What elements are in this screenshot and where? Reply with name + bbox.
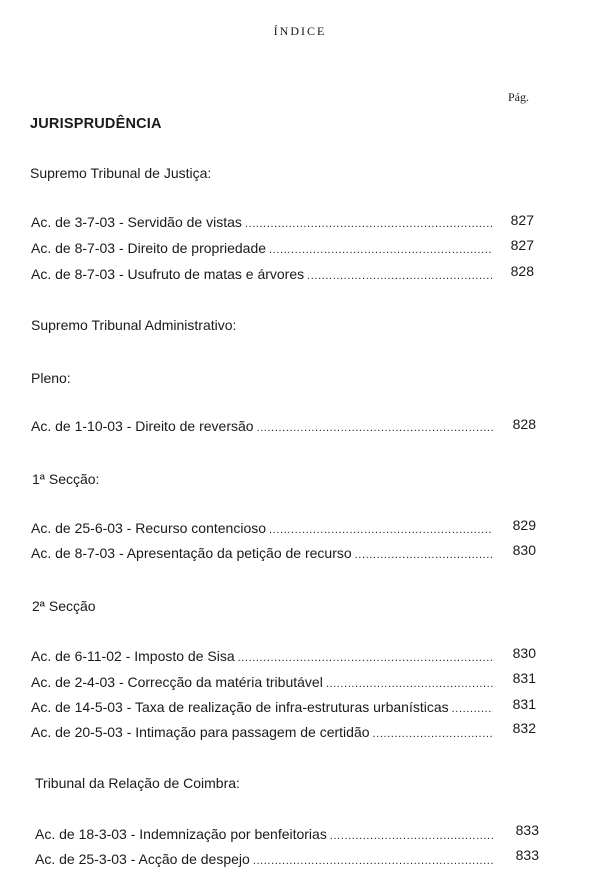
index-entry — [35, 851, 495, 867]
index-entry — [31, 648, 495, 664]
leader-dots — [330, 826, 493, 842]
entry-text: Ac. de 18-3-03 - Indemnização por benfeitorias — [35, 826, 327, 842]
entry-text: Ac. de 1-10-03 - Direito de reversão — [31, 418, 254, 434]
court-heading-sta: Supremo Tribunal Administrativo: — [31, 317, 237, 333]
leader-dots — [269, 240, 493, 256]
leader-dots — [307, 266, 493, 282]
entry-page-number: 828 — [512, 416, 536, 432]
leader-dots — [269, 520, 493, 536]
index-entry — [31, 240, 495, 256]
entry-page-number: 827 — [510, 237, 534, 253]
index-entry — [31, 266, 495, 282]
entry-text: Ac. de 6-11-02 - Imposto de Sisa — [31, 648, 235, 664]
leader-dots — [355, 545, 493, 561]
leader-dots — [245, 214, 493, 230]
entry-text: Ac. de 25-3-03 - Acção de despejo — [35, 851, 250, 867]
index-entry — [31, 214, 495, 230]
subsection-heading-seccao-1: 1ª Secção: — [32, 471, 100, 487]
entry-text: Ac. de 14-5-03 - Taxa de realização de infra-estruturas urbanísticas — [31, 699, 449, 715]
page-title: ÍNDICE — [273, 24, 327, 38]
entry-page-number: 829 — [512, 517, 536, 533]
entry-text: Ac. de 20-5-03 - Intimação para passagem de certidão — [31, 724, 370, 740]
leader-dots — [257, 418, 493, 434]
page-column-label: Pág. — [508, 90, 529, 104]
leader-dots — [253, 851, 493, 867]
entry-page-number: 831 — [512, 696, 536, 712]
leader-dots — [238, 648, 493, 664]
court-heading-stj: Supremo Tribunal de Justiça: — [30, 165, 212, 181]
index-entry — [31, 545, 495, 561]
entry-page-number: 827 — [510, 212, 534, 228]
subsection-heading-pleno: Pleno: — [31, 370, 71, 386]
entry-text: Ac. de 8-7-03 - Usufruto de matas e árvores — [31, 266, 305, 282]
entry-text: Ac. de 8-7-03 - Direito de propriedade — [31, 240, 267, 256]
entry-page-number: 831 — [512, 670, 536, 686]
entry-page-number: 833 — [515, 822, 539, 838]
entry-page-number: 833 — [515, 847, 539, 863]
leader-dots — [326, 674, 493, 690]
court-heading-trc: Tribunal da Relação de Coimbra: — [35, 775, 240, 791]
entry-text: Ac. de 8-7-03 - Apresentação da petição de recurso — [31, 545, 352, 561]
index-entry — [31, 418, 495, 434]
leader-dots — [373, 724, 493, 740]
entry-page-number: 828 — [510, 263, 534, 279]
index-entry — [31, 674, 495, 690]
index-entry — [31, 520, 495, 536]
entry-page-number: 830 — [512, 645, 536, 661]
entry-page-number: 830 — [512, 542, 536, 558]
entry-text: Ac. de 3-7-03 - Servidão de vistas — [31, 214, 242, 230]
index-entry — [31, 699, 495, 715]
entry-text: Ac. de 2-4-03 - Correcção da matéria tributável — [31, 674, 323, 690]
subsection-heading-seccao-2: 2ª Secção — [32, 598, 96, 614]
index-entry — [35, 826, 495, 842]
section-heading: JURISPRUDÊNCIA — [30, 116, 162, 132]
leader-dots — [452, 699, 493, 715]
entry-page-number: 832 — [512, 720, 536, 736]
index-entry — [31, 724, 495, 740]
entry-text: Ac. de 25-6-03 - Recurso contencioso — [31, 520, 267, 536]
